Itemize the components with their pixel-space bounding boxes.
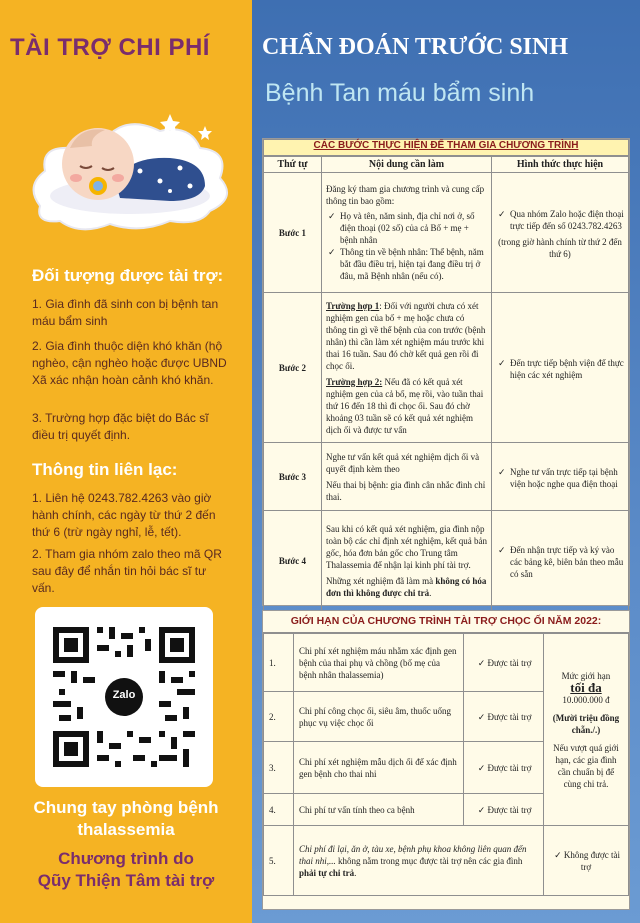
limits-table xyxy=(263,633,629,896)
contact-item: 2. Tham gia nhóm zalo theo mã QR sau đây để nhắn tin hỏi bác sĩ tư vấn. xyxy=(32,547,222,595)
case1-text: : Đối với người chưa có xét nghiệm gen của bố + mẹ hoặc chưa có thông tin gì về thể bệnh của con trước (bệnh nhân) thì cần làm xét nghiệm máu trước khi thai 16 tuần. Sau đó chờ kết quả gen rồi đi chọc ối. xyxy=(326,300,486,371)
limit-status: ✓ Không được tài trợ xyxy=(544,826,629,896)
step4-method: ✓ Đến nhận trực tiếp và ký vào các bảng kê, biên bản theo mẫu có sẵn xyxy=(510,544,624,580)
step1-bullet: ✓ Họ và tên, năm sinh, địa chỉ nơi ở, số điện thoại (02 số) của cả Bố + mẹ + bệnh nhân xyxy=(340,210,487,246)
limit-cap-cell xyxy=(544,634,629,826)
limit-label: Mức giới hạn xyxy=(561,670,611,681)
contact-item: 1. Liên hệ 0243.782.4263 vào giờ hành chính, các ngày từ thứ 2 đến thứ 6 (trừ ngày nghỉ, lễ, tết). xyxy=(32,491,216,539)
sleeping-baby-illustration xyxy=(20,86,240,246)
limit-note: Nếu vượt quá giới hạn, các gia đình cần chuẩn bị để cùng chi trả. xyxy=(553,742,619,789)
contact-section xyxy=(32,460,177,480)
zalo-qr-code[interactable] xyxy=(35,607,213,787)
limits-title: GIỚI HẠN CỦA CHƯƠNG TRÌNH TÀI TRỢ CHỌC ỐI NĂM 2022: xyxy=(263,611,629,633)
limit5-end: . xyxy=(354,867,357,878)
sponsored-item: 3. Trường hợp đặc biệt do Bác sĩ điều trị quyết định. xyxy=(32,411,209,442)
sponsor-line-1: Chương trình do xyxy=(58,849,194,868)
zalo-logo: Zalo xyxy=(112,689,136,701)
limit-desc: Chi phí tư vấn tính theo ca bệnh xyxy=(294,794,464,826)
check-icon: ✓ xyxy=(477,657,486,668)
check-icon: ✓ xyxy=(477,711,486,722)
limit-status: ✓ Được tài trợ xyxy=(464,692,544,742)
step-row-1 xyxy=(264,173,629,293)
step3-text: Nghe tư vấn kết quả xét nghiệm dịch ối và quyết định kèm theo xyxy=(326,451,480,474)
slogan: Chung tay phòng bệnh thalassemia xyxy=(33,798,219,839)
step1-method: ✓ Qua nhóm Zalo hoặc điện thoại trực tiếp đến số 0243.782.4263 xyxy=(510,208,624,232)
left-title: TÀI TRỢ CHI PHÍ xyxy=(10,34,210,61)
limits-panel xyxy=(262,610,630,910)
step-content xyxy=(322,443,492,511)
step-method xyxy=(492,173,629,293)
limit-row xyxy=(264,634,629,692)
limit-status: ✓ Được tài trợ xyxy=(464,794,544,826)
step4-note-end: . xyxy=(429,587,432,598)
check-icon: ✓ xyxy=(477,762,486,773)
limit-max: tối đa xyxy=(570,679,602,695)
step4-text: Sau khi có kết quả xét nghiệm, gia đình nộp toàn bộ các chỉ định xét nghiệm, kết quả bản gốc, hóa đơn bản gốc cho Trung tâm Thalassemia để nhận lại kinh phí tài trợ. xyxy=(326,523,487,570)
step-label: Bước 4 xyxy=(264,511,322,611)
limit-words: (Mười triệu đồng chẵn./.) xyxy=(552,712,620,735)
col-content: Nội dung cần làm xyxy=(322,157,492,173)
steps-title: CÁC BƯỚC THỰC HIỆN ĐỂ THAM GIA CHƯƠNG TRÌNH xyxy=(263,139,629,156)
limit-status: ✓ Được tài trợ xyxy=(464,742,544,794)
step-label: Bước 3 xyxy=(264,443,322,511)
step4-note-bold: không có hóa đơn thì không được chi trả xyxy=(326,575,487,598)
steps-panel xyxy=(262,138,630,606)
step1-method-note: (trong giờ hành chính từ thứ 2 đến thứ 6) xyxy=(498,237,622,259)
steps-table xyxy=(263,156,629,611)
col-order: Thứ tự xyxy=(264,157,322,173)
sponsored-section xyxy=(32,266,223,286)
limit-row xyxy=(264,826,629,896)
limit-desc: Chi phí công chọc ối, siêu âm, thuốc uống phục vụ việc chọc ối xyxy=(294,692,464,742)
limit-num: 2. xyxy=(264,692,294,742)
step1-bullet: ✓ Thông tin về bệnh nhân: Thể bệnh, năm bắt đầu điều trị, hiện tại đang điều trị ở đâu, mã Bệnh nhân (nếu có). xyxy=(340,246,487,282)
steps-header-row xyxy=(264,157,629,173)
limit-status: ✓ Được tài trợ xyxy=(464,634,544,692)
sponsored-item: 2. Gia đình thuộc diện khó khăn (hộ nghèo, cận nghèo hoặc được UBND Xã xác nhận hoàn cảnh khó khăn. xyxy=(32,339,227,387)
limit-desc: Chi phí xét nghiệm máu nhằm xác định gen bệnh của thai phụ và chồng (bố mẹ của bệnh nhân thalassemia) xyxy=(294,634,464,692)
sponsored-heading: Đối tượng được tài trợ: xyxy=(32,266,224,285)
limit-num: 4. xyxy=(264,794,294,826)
step3-method: ✓ Nghe tư vấn trực tiếp tại bệnh viện hoặc nghe qua điện thoại xyxy=(510,466,624,490)
step-content xyxy=(322,173,492,293)
step-method xyxy=(492,511,629,611)
step-method xyxy=(492,443,629,511)
step-row-3 xyxy=(264,443,629,511)
case1-title: Trường hợp 1 xyxy=(326,300,380,311)
limit5-rest: không nằm trong mục được tài trợ nên các gia đình xyxy=(335,855,523,866)
limit-num: 5. xyxy=(264,826,294,896)
subtitle: Bệnh Tan máu bẩm sinh xyxy=(265,79,535,107)
step-label: Bước 2 xyxy=(264,293,322,443)
step-content xyxy=(322,293,492,443)
step3-text: Nếu thai bị bệnh: gia đình cân nhắc đình chỉ thai. xyxy=(326,479,486,502)
col-method: Hình thức thực hiện xyxy=(492,157,629,173)
limit5-italic: Chi phí đi lại, ăn ở, tàu xe, bệnh phụ khoa không liên quan đến thai nhi,... xyxy=(299,843,527,866)
case2-title: Trường hợp 2: xyxy=(326,376,383,387)
check-icon: ✓ xyxy=(477,804,486,815)
step-method xyxy=(492,293,629,443)
step-content xyxy=(322,511,492,611)
limit-amount: 10.000.000 đ xyxy=(562,694,610,705)
limit5-bold: phải tự chi trả xyxy=(299,867,355,878)
main-title: CHẨN ĐOÁN TRƯỚC SINH xyxy=(262,34,569,60)
step-label: Bước 1 xyxy=(264,173,322,293)
step1-intro: Đăng ký tham gia chương trình và cung cấp thông tin bao gồm: xyxy=(326,184,485,206)
limit-desc: Chi phí xét nghiệm mẫu dịch ối để xác định gen bệnh cho thai nhi xyxy=(294,742,464,794)
sponsor-line-2: Qũy Thiện Tâm tài trợ xyxy=(37,871,215,890)
case2-text: Nếu đã có kết quả xét nghiệm gen của cả bố, mẹ rồi, vào tuần thai thứ 16 đến 18 thì đi chọc ối. Sau đó chờ khoảng 03 tuần sẽ có kết quả xét nghiệm dịch ối và được tư vấn xyxy=(326,376,484,435)
limit-num: 3. xyxy=(264,742,294,794)
step4-note: Những xét nghiệm đã làm mà xyxy=(326,575,436,586)
step-row-2 xyxy=(264,293,629,443)
step-row-4 xyxy=(264,511,629,611)
sponsor-credit xyxy=(10,848,242,892)
step2-method: ✓ Đến trực tiếp bệnh viện để thực hiện các xét nghiệm xyxy=(510,357,624,381)
limit-desc xyxy=(294,826,544,896)
check-icon: ✓ xyxy=(554,849,562,860)
contact-heading: Thông tin liên lạc: xyxy=(32,460,178,479)
limit-num: 1. xyxy=(264,634,294,692)
sponsored-item: 1. Gia đình đã sinh con bị bệnh tan máu bẩm sinh xyxy=(32,297,219,328)
